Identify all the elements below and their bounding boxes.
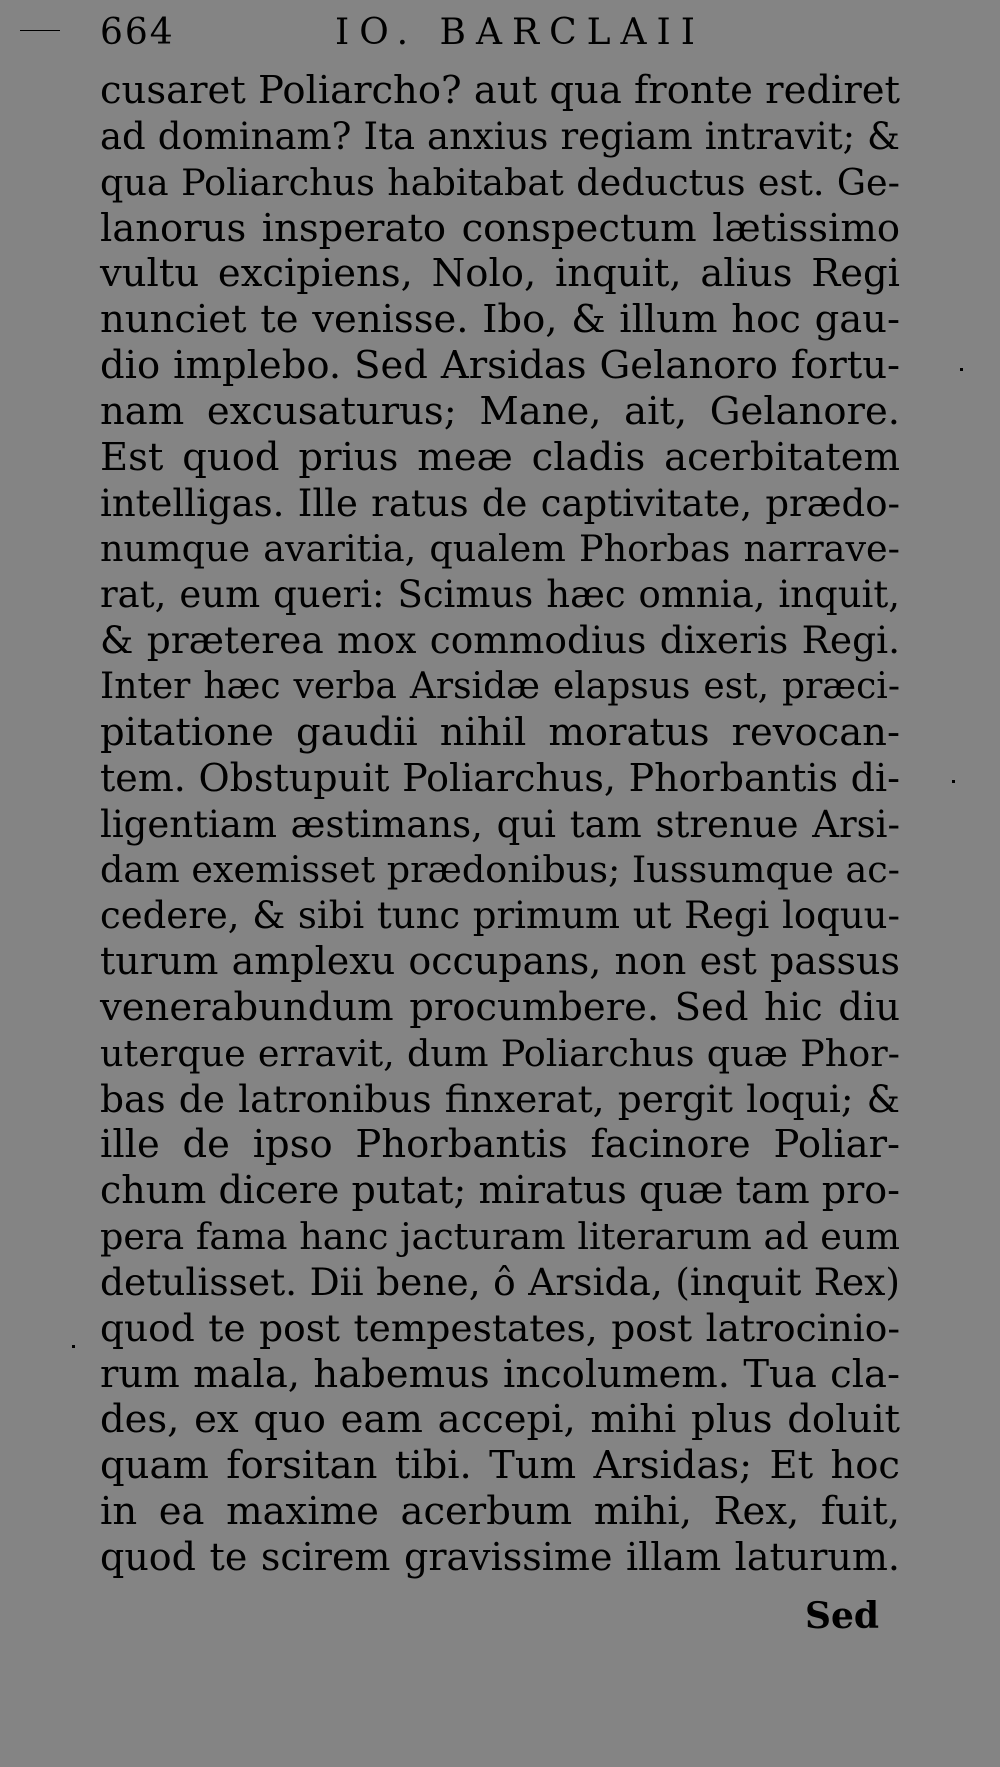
- text-line: venerabundum procumbere. Sed hic diu: [100, 984, 900, 1030]
- text-line: rum mala, habemus incolumem. Tua cla-: [100, 1351, 900, 1397]
- text-line: numque avaritia, qualem Phorbas narrave-: [100, 527, 900, 571]
- running-title: IO. BARCLAII: [335, 12, 705, 53]
- text-line: rat, eum queri: Scimus hæc omnia, inquit,: [100, 573, 900, 617]
- text-line: in ea maxime acerbum mihi, Rex, fuit,: [100, 1489, 900, 1535]
- text-line: & præterea mox commodius dixeris Regi.: [100, 618, 900, 663]
- text-line: pitatione gaudii nihil moratus revocan-: [100, 709, 900, 755]
- text-line: dio implebo. Sed Arsidas Gelanoro fortu-: [100, 343, 900, 389]
- text-line: cedere, & sibi tunc primum ut Regi loquu-: [100, 894, 900, 938]
- page-number: 664: [100, 12, 175, 53]
- text-line: quod te post tempestates, post latrocinio-: [100, 1305, 900, 1350]
- running-head: [100, 12, 900, 62]
- text-line: qua Poliarchus habitabat deductus est. Ge-: [100, 160, 900, 204]
- margin-speck: [952, 780, 955, 783]
- text-line: dam exemisset prædonibus; Iussumque ac-: [100, 848, 901, 892]
- text-line: ille de ipso Phorbantis facinore Poliar-: [100, 1122, 900, 1168]
- catchword: Sed: [805, 1595, 880, 1637]
- text-line: ad dominam? Ita anxius regiam intravit; &: [100, 114, 900, 158]
- text-line: des, ex quo eam accepi, mihi plus doluit: [100, 1397, 900, 1443]
- text-line: Est quod prius meæ cladis acerbitatem: [100, 434, 900, 480]
- text-line: lanorus insperato conspectum lætissimo: [100, 205, 900, 251]
- margin-dash: [20, 30, 60, 31]
- margin-speck: [72, 1345, 75, 1348]
- text-line: Inter hæc verba Arsidæ elapsus est, præci-: [100, 665, 900, 707]
- text-line: uterque erravit, dum Poliarchus quæ Phor-: [100, 1031, 900, 1075]
- text-line: bas de latronibus finxerat, pergit loqui; &: [100, 1076, 900, 1121]
- text-line: turum amplexu occupans, non est passus: [100, 939, 900, 984]
- text-line: detulisset. Dii bene, ô Arsida, (inquit Rex): [100, 1259, 900, 1304]
- text-line: chum dicere putat; miratus quæ tam pro-: [100, 1168, 900, 1213]
- text-line: cusaret Poliarcho? aut qua fronte rediret: [100, 68, 900, 113]
- body-text: [100, 68, 900, 1581]
- text-line: ligentiam æstimans, qui tam strenue Arsi-: [100, 802, 900, 846]
- text-line: quam forsitan tibi. Tum Arsidas; Et hoc: [100, 1443, 900, 1489]
- text-line: nam excusaturus; Mane, ait, Gelanore.: [100, 388, 900, 434]
- text-line: intelligas. Ille ratus de captivitate, prædo-: [100, 481, 900, 525]
- text-line: quod te scirem gravissime illam laturum.: [100, 1535, 900, 1579]
- text-line: nunciet te venisse. Ibo, & illum hoc gau-: [100, 297, 900, 343]
- margin-speck: [960, 368, 963, 371]
- text-line: tem. Obstupuit Poliarchus, Phorbantis di-: [100, 755, 900, 800]
- text-line: vultu excipiens, Nolo, inquit, alius Regi: [100, 251, 900, 297]
- text-line: pera fama hanc jacturam literarum ad eum: [100, 1215, 900, 1259]
